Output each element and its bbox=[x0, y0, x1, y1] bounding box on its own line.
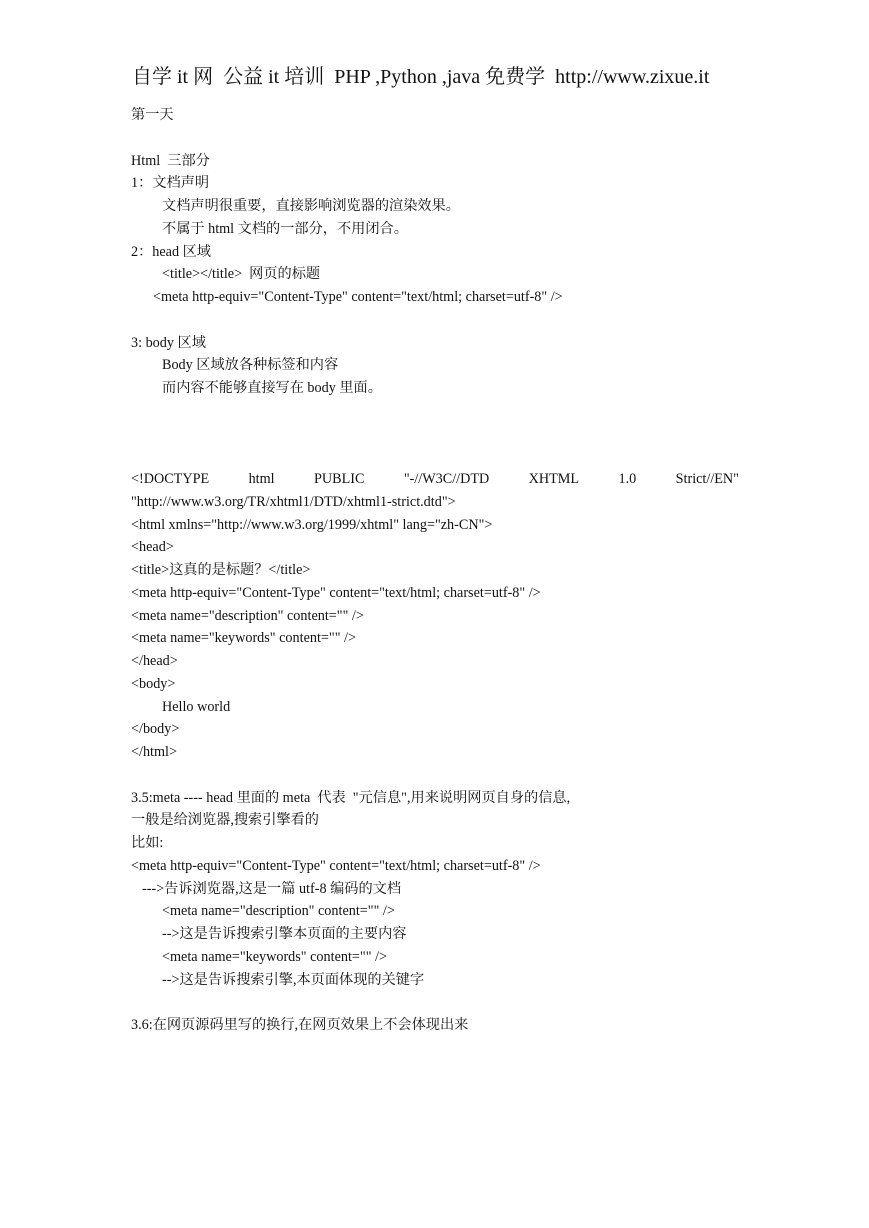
list-item: 2：head 区域 bbox=[131, 243, 211, 260]
code-line: <body> bbox=[131, 675, 176, 692]
blank-line bbox=[131, 445, 739, 468]
code-line: </head> bbox=[131, 653, 178, 669]
code-line: </html> bbox=[131, 744, 177, 760]
code-line: <meta name="keywords" content="" /> bbox=[131, 630, 356, 647]
doctype-line bbox=[131, 468, 739, 491]
doctype-token: PUBLIC bbox=[313, 471, 365, 487]
doctype-token: html bbox=[248, 471, 275, 487]
explanation-line: -->这是告诉搜索引擎本页面的主要内容 bbox=[162, 926, 407, 942]
blank-line bbox=[131, 991, 739, 1014]
explanation-line: -->这是告诉搜索引擎,本页面体现的关键字 bbox=[162, 971, 425, 988]
explanation-line: --->告诉浏览器,这是一篇 utf-8 编码的文档 bbox=[142, 880, 402, 897]
list-item: 3: body 区域 bbox=[131, 334, 206, 351]
page-header: 自学 it 网 公益 it 培训 PHP ,Python ,java 免费学 http://www.zixue.it bbox=[132, 66, 710, 88]
day-heading: 第一天 bbox=[131, 107, 174, 123]
code-line: <meta name="keywords" content="" /> bbox=[162, 948, 387, 965]
paragraph-line: 3.6:在网页源码里写的换行,在网页效果上不会体现出来 bbox=[131, 1017, 469, 1033]
paragraph-line: 3.5:meta ---- head 里面的 meta 代表 "元信息",用来说明网页自身的信息, bbox=[131, 789, 571, 806]
list-item-detail: <meta http-equiv="Content-Type" content="text/html; charset=utf-8" /> bbox=[153, 289, 563, 305]
paragraph-line: 一般是给浏览器,搜索引擎看的 bbox=[131, 812, 319, 829]
code-line: Hello world bbox=[162, 698, 231, 715]
doctype-token: 1.0 bbox=[618, 471, 637, 487]
list-item-detail: 不属于 html 文档的一部分，不用闭合。 bbox=[162, 220, 408, 237]
list-item-detail: 文档声明很重要，直接影响浏览器的渲染效果。 bbox=[162, 198, 460, 214]
blank-line bbox=[131, 127, 739, 150]
list-item-detail: 而内容不能够直接写在 body 里面。 bbox=[162, 380, 382, 396]
list-item: 1：文档声明 bbox=[131, 175, 210, 192]
document-body bbox=[131, 104, 739, 1037]
code-line: <meta http-equiv="Content-Type" content="text/html; charset=utf-8" /> bbox=[131, 584, 541, 601]
doctype-token: <!DOCTYPE bbox=[131, 471, 210, 487]
code-line: <html xmlns="http://www.w3.org/1999/xhtml" lang="zh-CN"> bbox=[131, 516, 493, 533]
code-line: <meta http-equiv="Content-Type" content="text/html; charset=utf-8" /> bbox=[131, 857, 541, 874]
blank-line bbox=[131, 764, 739, 787]
code-line: <meta name="description" content="" /> bbox=[131, 607, 364, 624]
blank-line bbox=[131, 309, 739, 332]
code-line: <meta name="description" content="" /> bbox=[162, 903, 395, 920]
blank-line bbox=[131, 423, 739, 446]
section-heading: Html 三部分 bbox=[131, 152, 210, 169]
doctype-token: XHTML bbox=[528, 471, 580, 487]
paragraph-line: 比如: bbox=[131, 835, 164, 851]
blank-line bbox=[131, 400, 739, 423]
code-line: <title>这真的是标题？</title> bbox=[131, 562, 311, 578]
doctype-token: Strict//EN" bbox=[675, 471, 739, 487]
code-line: <head> bbox=[131, 539, 174, 556]
list-item-detail: <title></title> 网页的标题 bbox=[162, 266, 321, 283]
code-line: </body> bbox=[131, 721, 180, 738]
code-line: "http://www.w3.org/TR/xhtml1/DTD/xhtml1-strict.dtd"> bbox=[131, 493, 456, 510]
doctype-token: "-//W3C//DTD bbox=[403, 471, 490, 487]
list-item-detail: Body 区域放各种标签和内容 bbox=[162, 357, 339, 374]
